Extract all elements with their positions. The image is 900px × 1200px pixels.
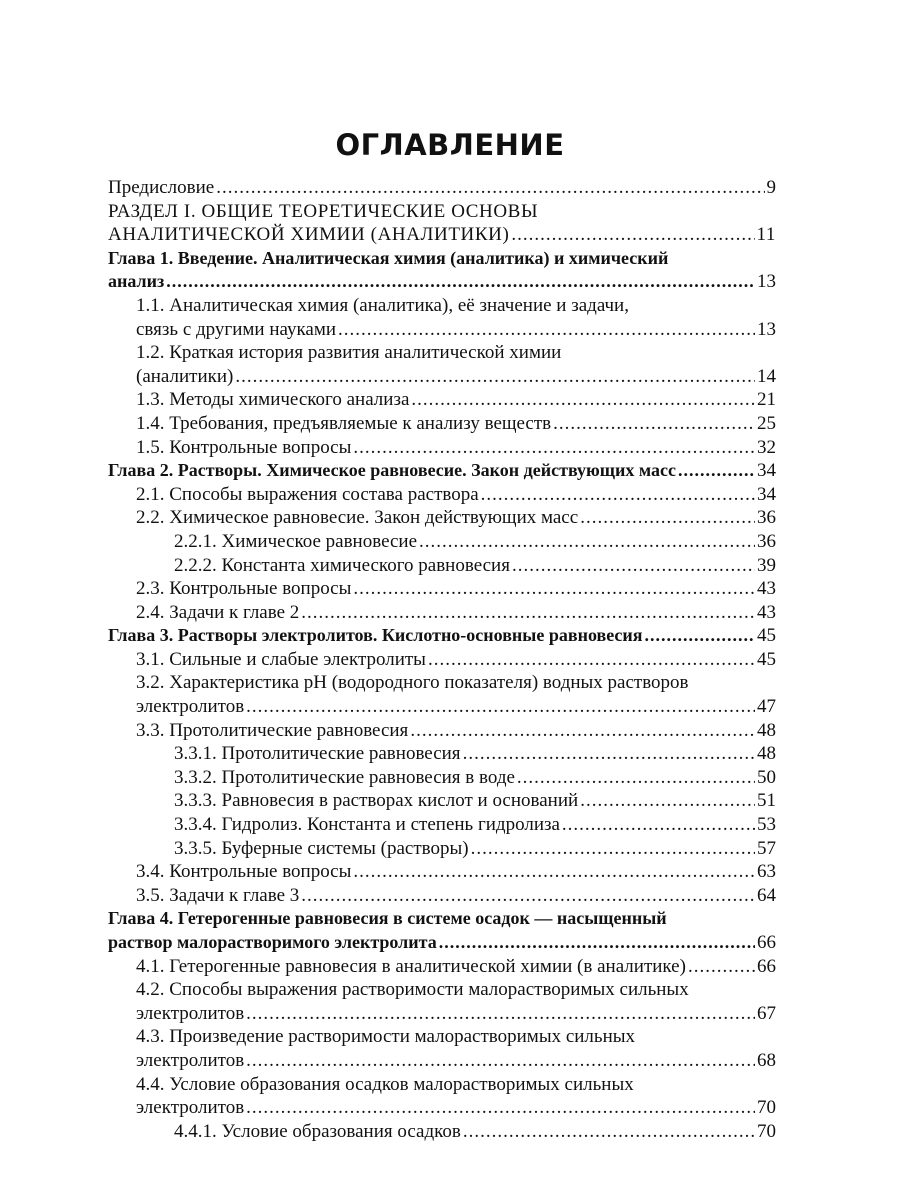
toc-line bbox=[108, 388, 776, 412]
toc-entry[interactable] bbox=[108, 1120, 776, 1144]
toc-leader-dots bbox=[512, 554, 755, 578]
toc-leader-dots bbox=[471, 837, 755, 861]
toc-entry-text: 3.3.1. Протолитические равновесия bbox=[174, 743, 461, 765]
toc-entry[interactable] bbox=[108, 1073, 776, 1120]
toc-entry-text: 2.1. Способы выражения состава раствора bbox=[136, 483, 479, 505]
toc-line bbox=[108, 176, 776, 200]
toc-line bbox=[108, 907, 776, 931]
toc-page-number: 67 bbox=[757, 1002, 776, 1024]
toc-leader-dots bbox=[481, 483, 755, 507]
toc-line bbox=[108, 483, 776, 507]
toc-leader-dots bbox=[580, 789, 755, 813]
toc-leader-dots bbox=[511, 223, 754, 247]
toc-line bbox=[108, 1049, 776, 1073]
toc-leader-dots bbox=[517, 766, 755, 790]
toc-page-number: 45 bbox=[757, 625, 776, 647]
toc-entry[interactable] bbox=[108, 648, 776, 672]
toc-entry-text: анализ bbox=[108, 271, 165, 292]
toc-leader-dots bbox=[216, 176, 764, 200]
toc-page-number: 43 bbox=[757, 601, 776, 623]
toc-entry-text: Глава 1. Введение. Аналитическая химия (аналитика) и химический bbox=[108, 247, 669, 268]
toc-page-number: 48 bbox=[757, 719, 776, 741]
toc-leader-dots bbox=[166, 270, 755, 294]
toc-line bbox=[108, 1002, 776, 1026]
toc-leader-dots bbox=[463, 742, 755, 766]
toc-entry-text: 1.5. Контрольные вопросы bbox=[136, 436, 352, 458]
toc-entry[interactable] bbox=[108, 294, 776, 341]
toc-line bbox=[108, 671, 776, 695]
toc-leader-dots bbox=[410, 719, 755, 743]
toc-entry-text: Глава 3. Растворы электролитов. Кислотно-основные равновесия bbox=[108, 625, 643, 646]
toc-entry[interactable] bbox=[108, 601, 776, 625]
toc-line bbox=[108, 1025, 776, 1049]
toc-line bbox=[108, 200, 776, 224]
toc-line bbox=[108, 1073, 776, 1097]
toc-line bbox=[108, 1096, 776, 1120]
toc-entry-text: 2.2.2. Константа химического равновесия bbox=[174, 554, 510, 576]
toc-entry[interactable] bbox=[108, 176, 776, 200]
toc-page-number: 66 bbox=[757, 932, 776, 953]
toc-leader-dots bbox=[419, 530, 755, 554]
toc-entry-text: РАЗДЕЛ I. ОБЩИЕ ТЕОРЕТИЧЕСКИЕ ОСНОВЫ bbox=[108, 200, 539, 222]
toc-entry-text: 3.3. Протолитические равновесия bbox=[136, 719, 409, 741]
toc-entry-text: 3.4. Контрольные вопросы bbox=[136, 861, 352, 883]
toc-page-number: 70 bbox=[757, 1097, 776, 1119]
toc-leader-dots bbox=[353, 436, 755, 460]
toc-page-number: 70 bbox=[757, 1120, 776, 1142]
toc-entry[interactable] bbox=[108, 978, 776, 1025]
toc-entry-text: 1.1. Аналитическая химия (аналитика), её значение и задачи, bbox=[136, 294, 629, 316]
toc-line bbox=[108, 813, 776, 837]
toc-leader-dots bbox=[301, 601, 755, 625]
toc-entry-text: 1.4. Требования, предъявляемые к анализу веществ bbox=[136, 412, 552, 434]
toc-page-number: 13 bbox=[757, 271, 776, 293]
toc-line bbox=[108, 506, 776, 530]
toc-line bbox=[108, 459, 776, 483]
toc-entry-text: 3.3.4. Гидролиз. Константа и степень гидролиза bbox=[174, 814, 560, 836]
toc-line bbox=[108, 365, 776, 389]
toc-entry-text: 3.1. Сильные и слабые электролиты bbox=[136, 648, 426, 670]
toc-page-number: 11 bbox=[756, 224, 776, 246]
toc-line bbox=[108, 955, 776, 979]
toc-leader-dots bbox=[439, 931, 755, 955]
toc-entry-text: 2.2.1. Химическое равновесие bbox=[174, 530, 418, 552]
toc-entry-text: 4.3. Произведение растворимости малорастворимых сильных bbox=[136, 1026, 636, 1048]
toc-line bbox=[108, 695, 776, 719]
toc-entry-text: 3.2. Характеристика pH (водородного показателя) водных растворов bbox=[136, 672, 689, 694]
toc-entry-text: АНАЛИТИЧЕСКОЙ ХИМИИ (АНАЛИТИКИ) bbox=[108, 224, 510, 246]
toc-leader-dots bbox=[246, 1002, 755, 1026]
toc-leader-dots bbox=[463, 1120, 755, 1144]
toc-line bbox=[108, 247, 776, 271]
toc-page-number: 50 bbox=[757, 766, 776, 788]
toc-line bbox=[108, 436, 776, 460]
toc-line bbox=[108, 601, 776, 625]
toc-entry-text: 4.4.1. Условие образования осадков bbox=[174, 1120, 461, 1142]
toc-leader-dots bbox=[246, 695, 755, 719]
toc-entry[interactable] bbox=[108, 483, 776, 507]
toc-leader-dots bbox=[301, 884, 755, 908]
toc-leader-dots bbox=[562, 813, 755, 837]
toc-leader-dots bbox=[645, 624, 755, 648]
toc-page-number: 25 bbox=[757, 412, 776, 434]
toc-entry[interactable] bbox=[108, 671, 776, 718]
toc-page-number: 13 bbox=[757, 318, 776, 340]
toc-entry[interactable] bbox=[108, 766, 776, 790]
toc-entry[interactable] bbox=[108, 789, 776, 813]
toc-entry[interactable] bbox=[108, 341, 776, 388]
toc-entry-text: 3.5. Задачи к главе 3 bbox=[136, 884, 300, 906]
toc-entry[interactable] bbox=[108, 1025, 776, 1072]
toc-entry-text: 4.4. Условие образования осадков малорастворимых сильных bbox=[136, 1073, 634, 1095]
toc-leader-dots bbox=[678, 459, 755, 483]
toc-line bbox=[108, 648, 776, 672]
toc-entry-text: 3.3.5. Буферные системы (растворы) bbox=[174, 837, 469, 859]
toc-entry-text: 2.4. Задачи к главе 2 bbox=[136, 601, 300, 623]
toc-entry-text: 2.3. Контрольные вопросы bbox=[136, 578, 352, 600]
toc-line bbox=[108, 884, 776, 908]
toc-entry[interactable] bbox=[108, 200, 776, 247]
toc-entry-text: Глава 2. Растворы. Химическое равновесие. Закон действующих масс bbox=[108, 460, 676, 481]
toc-entry-text: (аналитики) bbox=[136, 365, 234, 387]
page-title: ОГЛАВЛЕНИЕ bbox=[335, 128, 565, 162]
toc-entry[interactable] bbox=[108, 624, 776, 648]
toc-page-number: 47 bbox=[757, 696, 776, 718]
toc-entry[interactable] bbox=[108, 577, 776, 601]
toc-page-number: 36 bbox=[757, 507, 776, 529]
toc-line bbox=[108, 577, 776, 601]
toc-leader-dots bbox=[353, 860, 755, 884]
toc-line bbox=[108, 719, 776, 743]
toc-entry[interactable] bbox=[108, 388, 776, 412]
toc-page-number: 57 bbox=[757, 837, 776, 859]
toc-line bbox=[108, 1120, 776, 1144]
toc-page-number: 34 bbox=[757, 483, 776, 505]
table-of-contents bbox=[108, 176, 776, 1143]
toc-line bbox=[108, 766, 776, 790]
toc-line bbox=[108, 624, 776, 648]
toc-entry-text: 4.1. Гетерогенные равновесия в аналитической химии (в аналитике) bbox=[136, 955, 686, 977]
toc-entry[interactable] bbox=[108, 554, 776, 578]
toc-entry[interactable] bbox=[108, 860, 776, 884]
toc-line bbox=[108, 294, 776, 318]
toc-entry-text: раствор малорастворимого электролита bbox=[108, 932, 437, 952]
toc-page-number: 64 bbox=[757, 884, 776, 906]
toc-entry-text: электролитов bbox=[136, 696, 245, 718]
toc-page-number: 39 bbox=[757, 554, 776, 576]
toc-entry[interactable] bbox=[108, 459, 776, 483]
toc-entry-text: электролитов bbox=[136, 1097, 245, 1119]
toc-page-number: 36 bbox=[757, 530, 776, 552]
toc-leader-dots bbox=[246, 1049, 755, 1073]
toc-line bbox=[108, 412, 776, 436]
toc-line bbox=[108, 341, 776, 365]
toc-leader-dots bbox=[580, 506, 755, 530]
toc-entry-text: 3.3.2. Протолитические равновесия в воде bbox=[174, 766, 515, 788]
toc-leader-dots bbox=[553, 412, 755, 436]
toc-line bbox=[108, 742, 776, 766]
toc-page-number: 45 bbox=[757, 648, 776, 670]
toc-entry-text: Глава 4. Гетерогенные равновесия в системе осадок — насыщенный bbox=[108, 908, 667, 929]
toc-entry[interactable] bbox=[108, 412, 776, 436]
toc-line bbox=[108, 530, 776, 554]
toc-entry[interactable] bbox=[108, 955, 776, 979]
toc-leader-dots bbox=[235, 365, 755, 389]
toc-leader-dots bbox=[246, 1096, 755, 1120]
toc-line bbox=[108, 223, 776, 247]
toc-entry-text: 3.3.3. Равновесия в растворах кислот и оснований bbox=[174, 790, 579, 812]
toc-page-number: 43 bbox=[757, 578, 776, 600]
toc-page-number: 63 bbox=[757, 861, 776, 883]
toc-leader-dots bbox=[338, 318, 755, 342]
toc-entry-text: электролитов bbox=[136, 1002, 245, 1024]
toc-page-number: 14 bbox=[757, 365, 776, 387]
toc-page-number: 68 bbox=[757, 1049, 776, 1071]
toc-entry-text: 1.3. Методы химического анализа bbox=[136, 389, 410, 411]
toc-page-number: 32 bbox=[757, 436, 776, 458]
toc-entry-text: 4.2. Способы выражения растворимости малорастворимых сильных bbox=[136, 979, 689, 1001]
toc-entry-text: Предисловие bbox=[108, 177, 215, 198]
toc-entry[interactable] bbox=[108, 506, 776, 530]
toc-page-number: 9 bbox=[766, 177, 776, 198]
toc-leader-dots bbox=[688, 955, 755, 979]
toc-page-number: 66 bbox=[757, 955, 776, 977]
toc-entry[interactable] bbox=[108, 907, 776, 954]
toc-entry[interactable] bbox=[108, 813, 776, 837]
toc-page-number: 48 bbox=[757, 743, 776, 765]
toc-entry-text: 1.2. Краткая история развития аналитической химии bbox=[136, 342, 562, 364]
toc-entry[interactable] bbox=[108, 530, 776, 554]
toc-line bbox=[108, 554, 776, 578]
toc-page-number: 21 bbox=[757, 389, 776, 411]
toc-line bbox=[108, 837, 776, 861]
toc-entry-text: связь с другими науками bbox=[136, 318, 337, 340]
toc-entry-text: 2.2. Химическое равновесие. Закон действующих масс bbox=[136, 507, 579, 529]
toc-entry[interactable] bbox=[108, 837, 776, 861]
toc-line bbox=[108, 860, 776, 884]
toc-entry[interactable] bbox=[108, 742, 776, 766]
toc-entry[interactable] bbox=[108, 884, 776, 908]
toc-entry-text: электролитов bbox=[136, 1049, 245, 1071]
toc-page-number: 51 bbox=[757, 790, 776, 812]
toc-line bbox=[108, 318, 776, 342]
toc-page-number: 34 bbox=[757, 460, 776, 482]
toc-entry[interactable] bbox=[108, 719, 776, 743]
toc-entry[interactable] bbox=[108, 247, 776, 294]
toc-line bbox=[108, 270, 776, 294]
toc-leader-dots bbox=[428, 648, 755, 672]
toc-entry[interactable] bbox=[108, 436, 776, 460]
toc-line bbox=[108, 978, 776, 1002]
toc-leader-dots bbox=[411, 388, 755, 412]
toc-line bbox=[108, 789, 776, 813]
toc-leader-dots bbox=[353, 577, 755, 601]
toc-line bbox=[108, 931, 776, 955]
toc-page-number: 53 bbox=[757, 814, 776, 836]
